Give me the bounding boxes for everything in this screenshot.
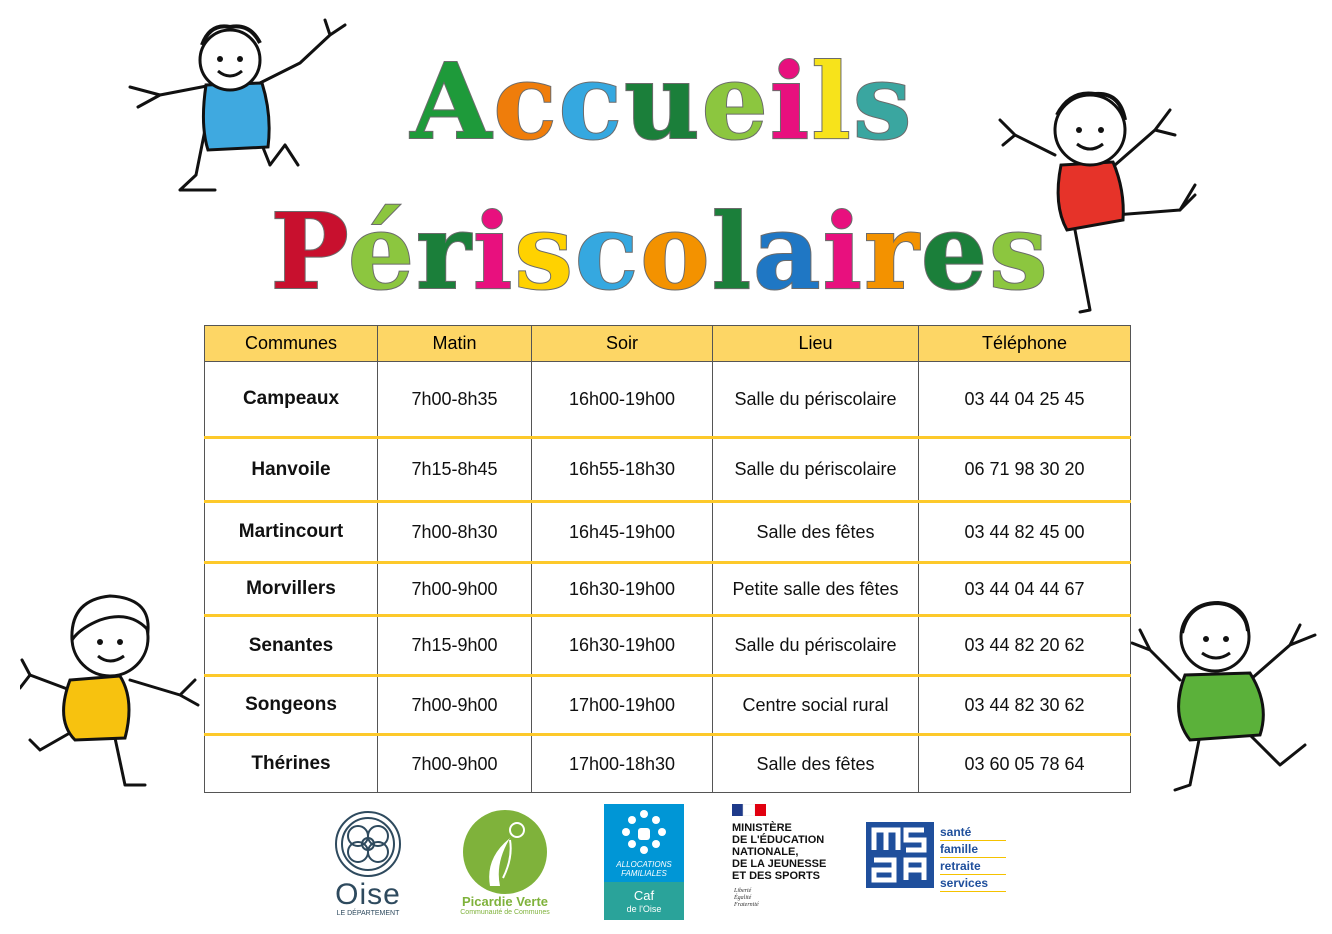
- cell-matin: 7h00-8h30: [378, 502, 532, 563]
- ministere-education-logo: [732, 804, 852, 916]
- header-soir: Soir: [532, 326, 713, 362]
- waving-kid-green-illustration: [1130, 595, 1330, 795]
- caf-name: Caf: [633, 888, 655, 903]
- header-communes: Communes: [205, 326, 378, 362]
- cell-telephone: 03 60 05 78 64: [919, 735, 1131, 793]
- table-row: [205, 735, 1131, 793]
- title-accueils-letter: l: [811, 40, 853, 163]
- cell-lieu: Salle des fêtes: [713, 502, 919, 563]
- cell-matin: 7h00-9h00: [378, 676, 532, 735]
- cell-matin: 7h00-9h00: [378, 563, 532, 616]
- cell-soir: 16h55-18h30: [532, 438, 713, 502]
- cell-lieu: Salle des fêtes: [713, 735, 919, 793]
- cell-soir: 16h00-19h00: [532, 362, 713, 438]
- table-row: [205, 616, 1131, 676]
- header-telephone: Téléphone: [919, 326, 1131, 362]
- title-periscolaires-letter: l: [711, 190, 754, 313]
- cell-lieu: Centre social rural: [713, 676, 919, 735]
- picardie-verte-name: Picardie Verte: [462, 894, 548, 909]
- cell-soir: 16h30-19h00: [532, 563, 713, 616]
- cell-commune: Morvillers: [205, 563, 378, 616]
- caf-family-emblem-icon: [604, 804, 684, 860]
- dancing-kid-red-illustration: [995, 80, 1205, 315]
- caf-subtitle: de l'Oise: [626, 904, 662, 914]
- title-periscolaires-letter: é: [347, 190, 417, 313]
- cell-telephone: 03 44 82 20 62: [919, 616, 1131, 676]
- title-accueils-letter: c: [558, 40, 624, 163]
- marianne-flag-icon: [732, 804, 766, 816]
- title-accueils-letter: e: [701, 40, 770, 163]
- title-periscolaires-letter: i: [822, 190, 865, 313]
- running-kid-yellow-illustration: [20, 580, 230, 790]
- caf-oise-logo: [604, 804, 684, 920]
- picardie-verte-logo: [455, 808, 555, 918]
- cell-soir: 16h45-19h00: [532, 502, 713, 563]
- msa-emblem-icon: [866, 822, 934, 888]
- picardie-verte-emblem-icon: [455, 808, 555, 894]
- ministere-motto: Liberté Égalité Fraternité: [734, 888, 759, 908]
- cell-matin: 7h15-8h45: [378, 438, 532, 502]
- cell-lieu: Salle du périscolaire: [713, 616, 919, 676]
- title-periscolaires-letter: a: [753, 190, 823, 313]
- caf-allocations-text: ALLOCATIONS FAMILIALES: [616, 860, 672, 878]
- title-accueils-letter: A: [410, 40, 494, 163]
- title-periscolaires-letter: s: [514, 190, 575, 313]
- title-periscolaires-letter: c: [574, 190, 641, 313]
- table-row: [205, 502, 1131, 563]
- cell-lieu: Petite salle des fêtes: [713, 563, 919, 616]
- table-row: [205, 362, 1131, 438]
- picardie-verte-subtitle: Communauté de Communes: [460, 909, 550, 916]
- ministere-name: MINISTÈRE DE L'ÉDUCATION NATIONALE, DE LA JEUNESSE ET DES SPORTS: [732, 822, 827, 882]
- cell-commune: Senantes: [205, 616, 378, 676]
- cell-matin: 7h15-9h00: [378, 616, 532, 676]
- periscolaire-schedule-table: [204, 325, 1131, 793]
- oise-departement-logo: [325, 808, 411, 920]
- oise-emblem-icon: [325, 808, 411, 878]
- title-periscolaires-letter: e: [920, 190, 989, 313]
- cell-telephone: 03 44 82 45 00: [919, 502, 1131, 563]
- title-accueils-letter: s: [852, 40, 914, 163]
- cell-soir: 16h30-19h00: [532, 616, 713, 676]
- title-periscolaires-letter: i: [472, 190, 515, 313]
- title-periscolaires-letter: o: [640, 190, 712, 313]
- title-accueils-letter: i: [769, 40, 812, 163]
- msa-logo: [866, 822, 1008, 890]
- title-periscolaires-letter: s: [989, 190, 1050, 313]
- cell-commune: Thérines: [205, 735, 378, 793]
- msa-tagline: santé famille retraite services: [940, 824, 1006, 892]
- cell-matin: 7h00-8h35: [378, 362, 532, 438]
- cell-soir: 17h00-18h30: [532, 735, 713, 793]
- title-periscolaires-letter: r: [416, 190, 473, 313]
- cell-lieu: Salle du périscolaire: [713, 362, 919, 438]
- title-accueils-letter: u: [623, 40, 702, 163]
- cell-matin: 7h00-9h00: [378, 735, 532, 793]
- header-matin: Matin: [378, 326, 532, 362]
- title-periscolaires-letter: r: [864, 190, 921, 313]
- title-periscolaires-letter: P: [270, 190, 348, 313]
- cell-telephone: 03 44 04 25 45: [919, 362, 1131, 438]
- cell-soir: 17h00-19h00: [532, 676, 713, 735]
- oise-logo-name: Oise: [335, 878, 401, 911]
- cell-commune: Songeons: [205, 676, 378, 735]
- table-row: [205, 563, 1131, 616]
- cell-commune: Hanvoile: [205, 438, 378, 502]
- oise-logo-subtitle: LE DÉPARTEMENT: [336, 910, 400, 917]
- table-row: [205, 438, 1131, 502]
- cell-commune: Campeaux: [205, 362, 378, 438]
- cell-lieu: Salle du périscolaire: [713, 438, 919, 502]
- cell-commune: Martincourt: [205, 502, 378, 563]
- jumping-kid-blue-illustration: [120, 15, 360, 200]
- table-row: [205, 676, 1131, 735]
- table-header-row: [205, 326, 1131, 362]
- cell-telephone: 03 44 04 44 67: [919, 563, 1131, 616]
- header-lieu: Lieu: [713, 326, 919, 362]
- cell-telephone: 03 44 82 30 62: [919, 676, 1131, 735]
- title-accueils-letter: c: [493, 40, 559, 163]
- cell-telephone: 06 71 98 30 20: [919, 438, 1131, 502]
